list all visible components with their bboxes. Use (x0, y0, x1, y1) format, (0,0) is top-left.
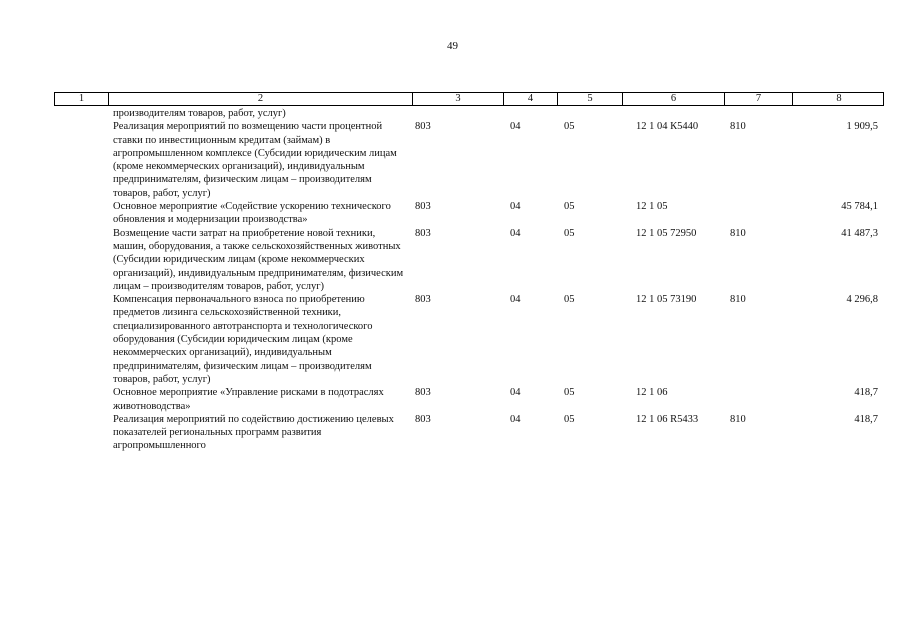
row-col-3: 803 (415, 201, 431, 213)
row-col-6: 12 1 05 72950 (636, 227, 697, 239)
row-col-8: 4 296,8 (846, 294, 878, 306)
row-col-4: 04 (510, 294, 521, 306)
table-row (54, 293, 884, 386)
table-header (54, 92, 884, 106)
row-col-7: 810 (730, 413, 746, 425)
row-col-8: 45 784,1 (841, 201, 878, 213)
row-name: Возмещение части затрат на приобретение новой техники, машин, оборудования, а также сельскохозяйственных животных (Субсидии юридическим лицам (кроме некоммерческих организаций), индивидуальным предпринимателям, физическим лицам – производителям товаров, работ, услуг) (113, 227, 404, 292)
row-col-5: 05 (564, 201, 575, 213)
table-body (54, 107, 884, 453)
row-col-6: 12 1 06 (636, 387, 668, 399)
row-col-5: 05 (564, 294, 575, 306)
row-name: Основное мероприятие «Содействие ускорению технического обновления и модернизации производства» (113, 201, 391, 226)
table-row (54, 227, 884, 293)
row-col-4: 04 (510, 387, 521, 399)
table-row (54, 120, 884, 200)
table-row (54, 413, 884, 453)
row-col-8: 41 487,3 (841, 227, 878, 239)
row-col-4: 04 (510, 413, 521, 425)
row-col-3: 803 (415, 294, 431, 306)
row-col-4: 04 (510, 227, 521, 239)
row-col-8: 418,7 (854, 413, 878, 425)
table-row (54, 107, 884, 120)
row-col-6: 12 1 06 R5433 (636, 413, 699, 425)
row-col-6: 12 1 05 73190 (636, 294, 697, 306)
row-col-4: 04 (510, 201, 521, 213)
row-col-5: 05 (564, 387, 575, 399)
row-col-5: 05 (564, 121, 575, 133)
row-name: Основное мероприятие «Управление рисками в подотраслях животноводства» (113, 387, 384, 412)
row-col-8: 1 909,5 (846, 121, 878, 133)
row-col-5: 05 (564, 413, 575, 425)
header-col-6: 6 (623, 93, 725, 105)
row-name: производителям товаров, работ, услуг) (113, 108, 286, 119)
header-col-5: 5 (558, 93, 623, 105)
row-col-3: 803 (415, 121, 431, 133)
row-col-7: 810 (730, 227, 746, 239)
row-col-3: 803 (415, 227, 431, 239)
row-name: Реализация мероприятий по возмещению части процентной ставки по инвестиционным кредитам (займам) в агропромышленном комплексе (Субсидии юридическим лицам (кроме некоммерческих организаций), индивидуальным предпринимателям, физическим лицам – производителям товаров, работ, услуг) (113, 121, 397, 199)
row-name: Компенсация первоначального взноса по приобретению предметов лизинга сельскохозяйственной техники, специализированного автотранспорта и технологического оборудования (Субсидии юридическим лицам (кроме некоммерческих организаций), индивидуальным предпринимателям, физическим лицам – производителям товаров, работ, услуг) (113, 294, 373, 385)
table-row (54, 386, 884, 413)
row-col-8: 418,7 (854, 387, 878, 399)
header-col-2: 2 (109, 93, 413, 105)
row-col-3: 803 (415, 387, 431, 399)
row-name: Реализация мероприятий по содействию достижению целевых показателей региональных программ развития агропромышленного (113, 413, 394, 452)
row-col-5: 05 (564, 227, 575, 239)
table-row (54, 200, 884, 227)
row-col-6: 12 1 05 (636, 201, 668, 213)
page-number: 49 (447, 40, 458, 52)
header-col-8: 8 (836, 93, 842, 104)
header-col-3: 3 (413, 93, 504, 105)
header-col-7: 7 (725, 93, 793, 105)
header-col-4: 4 (504, 93, 558, 105)
row-col-3: 803 (415, 413, 431, 425)
row-col-4: 04 (510, 121, 521, 133)
row-col-6: 12 1 04 К5440 (636, 121, 699, 133)
row-col-7: 810 (730, 121, 746, 133)
header-col-1: 1 (55, 93, 109, 105)
row-col-7: 810 (730, 294, 746, 306)
